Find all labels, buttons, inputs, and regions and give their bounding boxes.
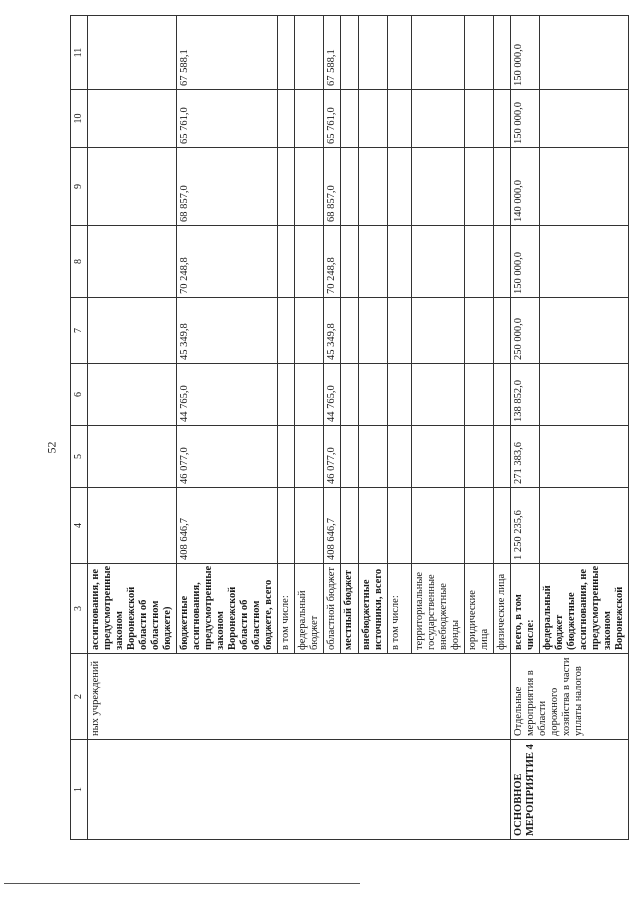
value-cell-col7 [295, 298, 324, 364]
value-cell-col10 [359, 90, 388, 148]
value-cell-col9 [412, 148, 465, 226]
header-cell-2: 2 [71, 654, 88, 740]
value-cell-col9: 68 857,0 [324, 148, 341, 226]
value-cell-col8 [540, 226, 629, 298]
funding-source-label: юридические лица [465, 564, 494, 654]
value-cell-col7 [412, 298, 465, 364]
value-cell-col7 [540, 298, 629, 364]
value-cell-col6 [359, 364, 388, 426]
value-cell-col11 [494, 16, 511, 90]
landscape-sheet [70, 16, 625, 840]
value-cell-col7 [278, 298, 295, 364]
value-cell-col6: 44 765,0 [324, 364, 341, 426]
value-cell-col8 [278, 226, 295, 298]
value-cell-col10 [494, 90, 511, 148]
value-cell-col8 [295, 226, 324, 298]
value-cell-col11: 150 000,0 [511, 16, 540, 90]
funding-source-label: физические лица [494, 564, 511, 654]
row-group-title: ОСНОВНОЕ МЕРОПРИЯТИЕ 4 [511, 740, 629, 840]
value-cell-col7: 45 349,8 [177, 298, 278, 364]
value-cell-col5 [295, 426, 324, 488]
value-cell-col10 [278, 90, 295, 148]
value-cell-col4 [465, 488, 494, 564]
value-cell-col5: 46 077,0 [324, 426, 341, 488]
header-cell-8: 8 [71, 226, 88, 298]
value-cell-col4 [88, 488, 177, 564]
header-cell-6: 6 [71, 364, 88, 426]
value-cell-col4 [295, 488, 324, 564]
value-cell-col4 [494, 488, 511, 564]
value-cell-col5 [341, 426, 359, 488]
funding-source-label: местный бюджет [341, 564, 359, 654]
funding-source-label: федеральный бюджет (бюджетные ассигнования, не предусмотренные законом Воронежской [540, 564, 629, 654]
value-cell-col8 [359, 226, 388, 298]
value-cell-col4 [278, 488, 295, 564]
value-cell-col9 [88, 148, 177, 226]
row-group-description: Отдельные мероприятия в области дорожного хозяйства в части уплаты налогов [511, 654, 629, 740]
value-cell-col10 [388, 90, 412, 148]
value-cell-col11 [465, 16, 494, 90]
value-cell-col11 [295, 16, 324, 90]
value-cell-col11 [278, 16, 295, 90]
value-cell-col8 [388, 226, 412, 298]
value-cell-col4 [540, 488, 629, 564]
value-cell-col8: 150 000,0 [511, 226, 540, 298]
value-cell-col10: 65 761,0 [177, 90, 278, 148]
footer-rule [4, 883, 360, 884]
funding-source-label: в том числе: [388, 564, 412, 654]
budget-table [70, 15, 629, 840]
value-cell-col6: 44 765,0 [177, 364, 278, 426]
value-cell-col7: 250 000,0 [511, 298, 540, 364]
value-cell-col5 [278, 426, 295, 488]
row-group-title [88, 740, 511, 840]
value-cell-col6 [412, 364, 465, 426]
page-number: 52 [44, 441, 59, 454]
value-cell-col6 [540, 364, 629, 426]
value-cell-col6 [295, 364, 324, 426]
value-cell-col6 [278, 364, 295, 426]
header-cell-3: 3 [71, 564, 88, 654]
value-cell-col8 [341, 226, 359, 298]
header-cell-10: 10 [71, 90, 88, 148]
table-row [88, 16, 177, 840]
value-cell-col9 [388, 148, 412, 226]
value-cell-col10 [540, 90, 629, 148]
value-cell-col7 [88, 298, 177, 364]
funding-source-label: ассигнования, не предусмотренные законом Воронежской области об областном бюджете) [88, 564, 177, 654]
value-cell-col11: 67 588,1 [324, 16, 341, 90]
value-cell-col6 [465, 364, 494, 426]
rotated-page-frame [70, 16, 625, 840]
value-cell-col10: 65 761,0 [324, 90, 341, 148]
value-cell-col5: 271 383,6 [511, 426, 540, 488]
value-cell-col10 [412, 90, 465, 148]
value-cell-col9 [540, 148, 629, 226]
value-cell-col9 [359, 148, 388, 226]
funding-source-label: областной бюджет [324, 564, 341, 654]
value-cell-col7 [341, 298, 359, 364]
value-cell-col4 [412, 488, 465, 564]
value-cell-col8: 70 248,8 [324, 226, 341, 298]
header-cell-11: 11 [71, 16, 88, 90]
value-cell-col8 [88, 226, 177, 298]
funding-source-label: федеральный бюджет [295, 564, 324, 654]
value-cell-col8: 70 248,8 [177, 226, 278, 298]
value-cell-col4 [388, 488, 412, 564]
header-cell-7: 7 [71, 298, 88, 364]
value-cell-col9 [278, 148, 295, 226]
value-cell-col4 [341, 488, 359, 564]
value-cell-col6: 138 852,0 [511, 364, 540, 426]
value-cell-col4: 1 250 235,6 [511, 488, 540, 564]
value-cell-col9 [465, 148, 494, 226]
value-cell-col7 [494, 298, 511, 364]
value-cell-col4: 408 646,7 [324, 488, 341, 564]
value-cell-col10 [88, 90, 177, 148]
value-cell-col5 [494, 426, 511, 488]
value-cell-col7 [388, 298, 412, 364]
value-cell-col11 [359, 16, 388, 90]
funding-source-label: бюджетные ассигнования, предусмотренные законом Воронежской области об областном бюджете, всего [177, 564, 278, 654]
value-cell-col5 [88, 426, 177, 488]
value-cell-col10 [341, 90, 359, 148]
value-cell-col11 [388, 16, 412, 90]
value-cell-col9: 68 857,0 [177, 148, 278, 226]
header-cell-4: 4 [71, 488, 88, 564]
value-cell-col11 [540, 16, 629, 90]
value-cell-col4 [359, 488, 388, 564]
table-row [511, 16, 540, 840]
value-cell-col6 [388, 364, 412, 426]
header-row [71, 16, 88, 840]
value-cell-col9 [341, 148, 359, 226]
value-cell-col8 [412, 226, 465, 298]
value-cell-col11: 67 588,1 [177, 16, 278, 90]
header-cell-9: 9 [71, 148, 88, 226]
value-cell-col5 [388, 426, 412, 488]
value-cell-col4: 408 646,7 [177, 488, 278, 564]
value-cell-col11 [341, 16, 359, 90]
value-cell-col5 [465, 426, 494, 488]
funding-source-label: внебюджетные источники, всего [359, 564, 388, 654]
value-cell-col7 [465, 298, 494, 364]
value-cell-col6 [494, 364, 511, 426]
value-cell-col9 [494, 148, 511, 226]
value-cell-col5 [359, 426, 388, 488]
value-cell-col9 [295, 148, 324, 226]
header-cell-1: 1 [71, 740, 88, 840]
value-cell-col5 [540, 426, 629, 488]
value-cell-col10: 150 000,0 [511, 90, 540, 148]
value-cell-col10 [295, 90, 324, 148]
header-cell-5: 5 [71, 426, 88, 488]
value-cell-col6 [341, 364, 359, 426]
value-cell-col5 [412, 426, 465, 488]
value-cell-col7: 45 349,8 [324, 298, 341, 364]
funding-source-label: всего, в том числе: [511, 564, 540, 654]
value-cell-col7 [359, 298, 388, 364]
value-cell-col8 [465, 226, 494, 298]
funding-source-label: в том числе: [278, 564, 295, 654]
value-cell-col8 [494, 226, 511, 298]
value-cell-col6 [88, 364, 177, 426]
value-cell-col10 [465, 90, 494, 148]
row-group-description: ных учреждений [88, 654, 511, 740]
value-cell-col9: 140 000,0 [511, 148, 540, 226]
value-cell-col5: 46 077,0 [177, 426, 278, 488]
value-cell-col11 [88, 16, 177, 90]
funding-source-label: территориальные государственные внебюджетные фонды [412, 564, 465, 654]
value-cell-col11 [412, 16, 465, 90]
